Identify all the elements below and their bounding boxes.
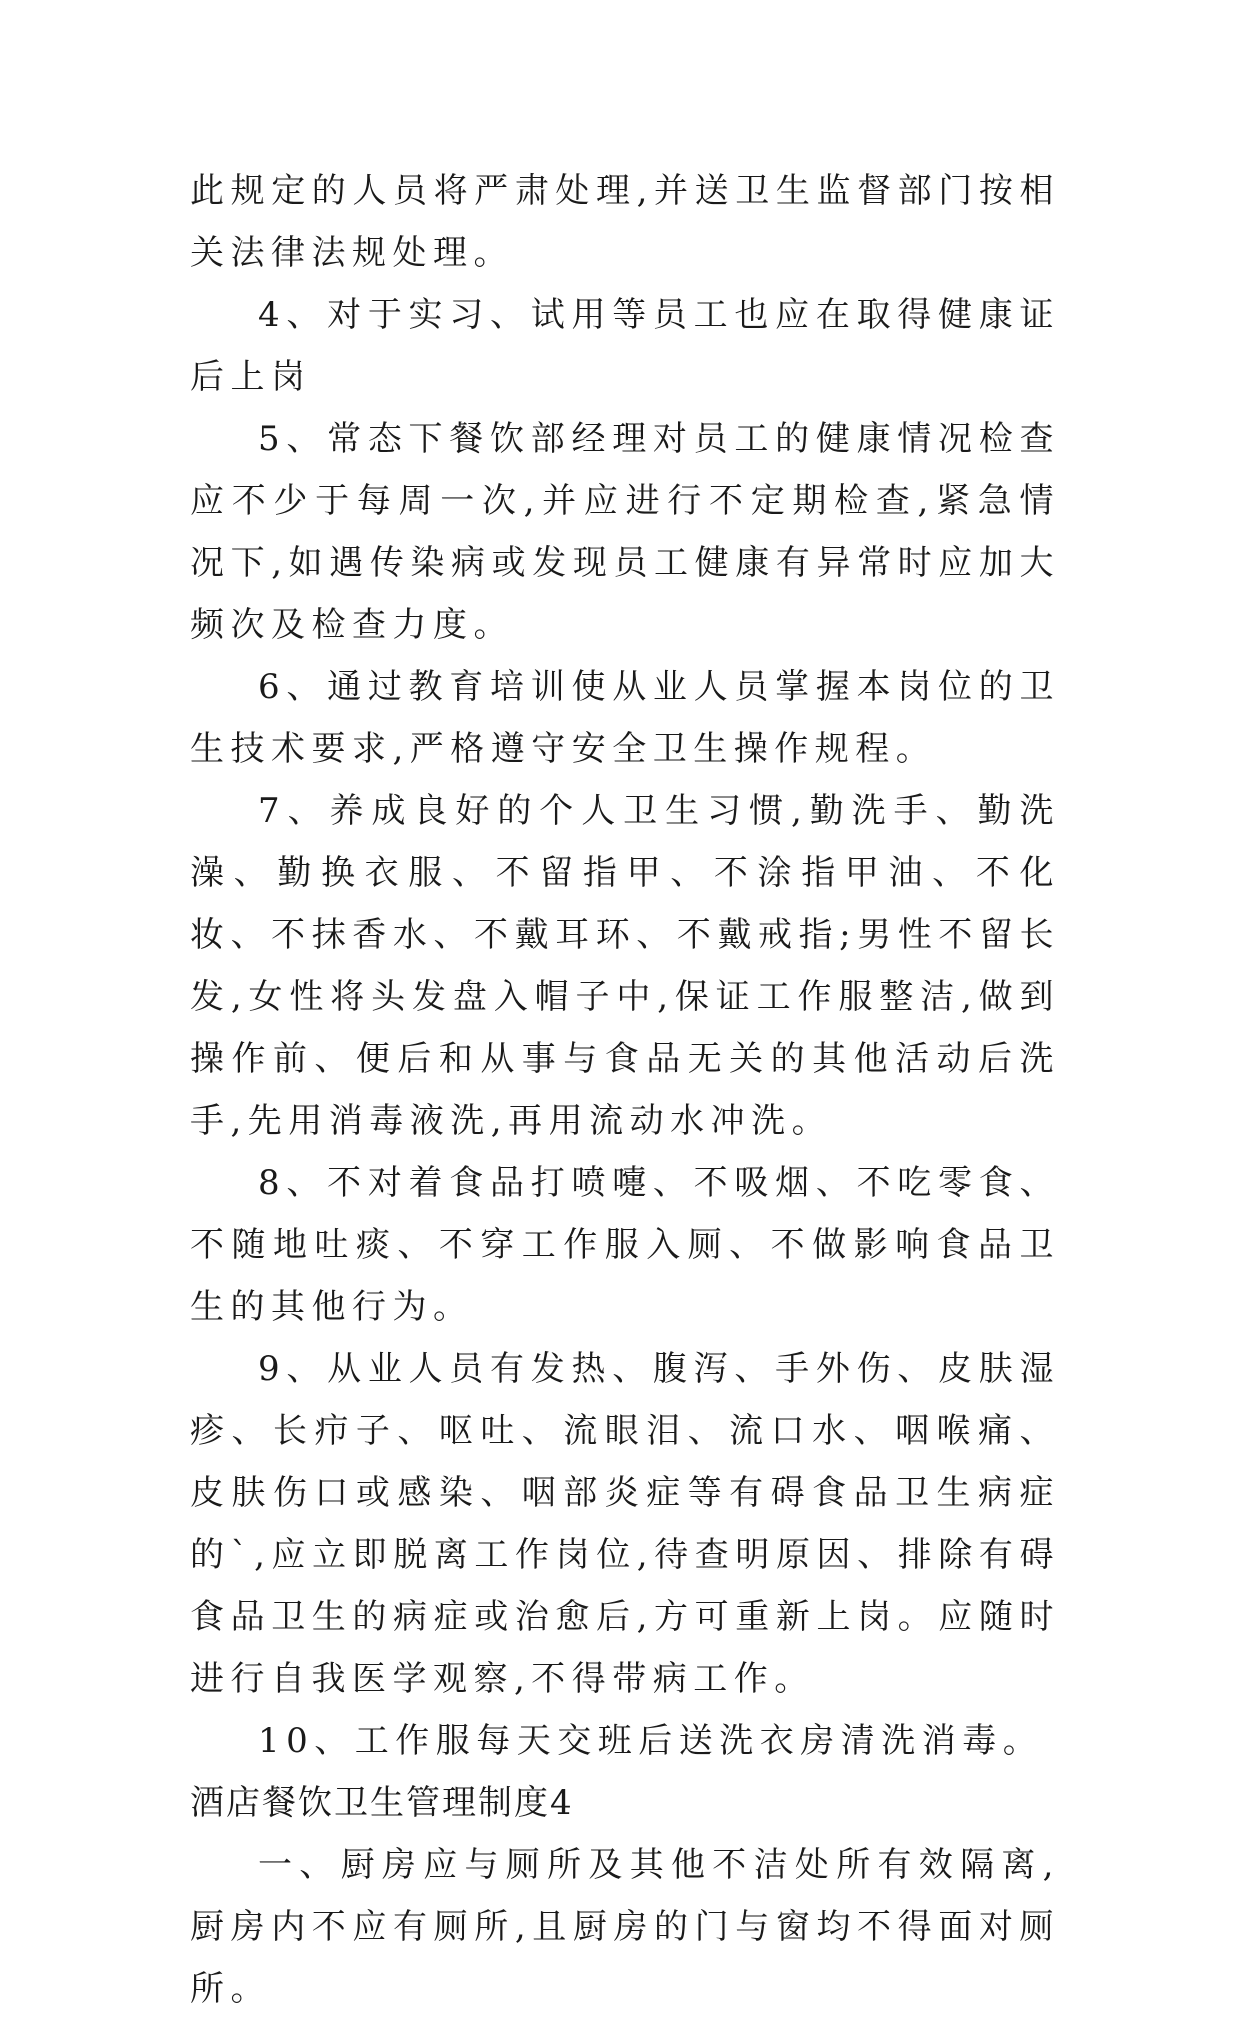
paragraph-item-5: 5、常态下餐饮部经理对员工的健康情况检查应不少于每周一次,并应进行不定期检查,紧急情况下,如遇传染病或发现员工健康有异常时应加大频次及检查力度。 xyxy=(190,419,1060,645)
paragraph-item-4: 4、对于实习、试用等员工也应在取得健康证后上岗 xyxy=(190,295,1060,397)
paragraph-item-9: 9、从业人员有发热、腹泻、手外伤、皮肤湿疹、长疖子、呕吐、流眼泪、流口水、咽喉痛、皮肤伤口或感染、咽部炎症等有碍食品卫生病症的`,应立即脱离工作岗位,待查明原因、排除有碍食品卫生的病症或治愈后,方可重新上岗。应随时进行自我医学观察,不得带病工作。 xyxy=(190,1349,1060,1699)
paragraph-item-7: 7、养成良好的个人卫生习惯,勤洗手、勤洗澡、勤换衣服、不留指甲、不涂指甲油、不化妆、不抹香水、不戴耳环、不戴戒指;男性不留长发,女性将头发盘入帽子中,保证工作服整洁,做到操作前、便后和从事与食品无关的其他活动后洗手,先用消毒液洗,再用流动水冲洗。 xyxy=(190,791,1060,1141)
section-heading: 酒店餐饮卫生管理制度4 xyxy=(190,1783,574,1823)
paragraph-continuation: 此规定的人员将严肃处理,并送卫生监督部门按相关法律法规处理。 xyxy=(190,171,1060,273)
paragraph-item-8: 8、不对着食品打喷嚏、不吸烟、不吃零食、不随地吐痰、不穿工作服入厕、不做影响食品卫生的其他行为。 xyxy=(190,1163,1060,1327)
paragraph-item-10: 10、工作服每天交班后送洗衣房清洗消毒。 xyxy=(258,1721,1044,1761)
paragraph-section-item-1: 一、厨房应与厕所及其他不洁处所有效隔离,厨房内不应有厕所,且厨房的门与窗均不得面对厕所。 xyxy=(190,1845,1060,2009)
paragraph-item-6: 6、通过教育培训使从业人员掌握本岗位的卫生技术要求,严格遵守安全卫生操作规程。 xyxy=(190,667,1060,769)
document-page xyxy=(190,160,1060,2020)
